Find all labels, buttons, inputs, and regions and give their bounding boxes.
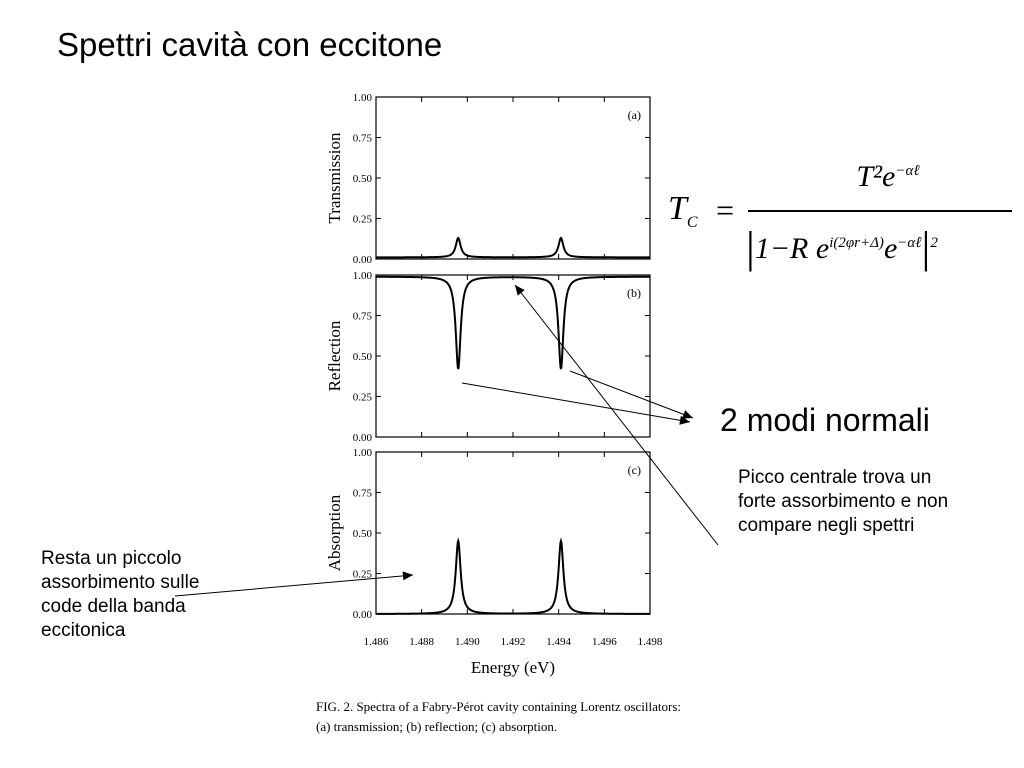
panel-frame-3: [376, 452, 650, 614]
y-tick-label: 0.50: [352, 173, 372, 185]
y-tick-label: 0.50: [352, 528, 372, 540]
x-tick-label: 1.494: [546, 636, 572, 648]
slide-title: Spettri cavità con eccitone: [57, 26, 443, 63]
panel-label-2: (b): [627, 286, 641, 300]
y-tick-label: 0.75: [352, 310, 372, 323]
formula-denominator: |1−R $e^{i(2\varphi r+\Delta)}e^{-\alpha\ell}|^2$: [746, 223, 938, 272]
arrow-mode-right: [570, 371, 693, 418]
formula-numerator: $T^2e^{-\alpha\ell}$: [856, 160, 920, 193]
note-central-peak: Picco centrale trova un forte assorbimento e non compare negli spettri: [738, 467, 949, 536]
note-normal-modes: 2 modi normali: [720, 402, 930, 438]
y-tick-label: 0.25: [352, 568, 372, 581]
arrow-absorption-tail-head: [403, 571, 413, 580]
panel-frame-2: [376, 275, 650, 437]
spectrum-curve-3: [376, 541, 650, 614]
y-tick-label: 0.00: [352, 609, 372, 621]
panel-label-1: (a): [627, 108, 641, 122]
y-tick-label: 1.00: [352, 447, 372, 459]
y-tick-label: 0.50: [352, 351, 372, 363]
panel-frame-1: [376, 97, 650, 259]
x-axis-label: Energy (eV): [470, 658, 556, 677]
y-tick-label: 0.25: [352, 391, 372, 404]
arrow-mode-right-head: [682, 410, 693, 418]
x-tick-label: 1.488: [409, 636, 435, 648]
arrow-central-peak-head: [515, 285, 525, 296]
formula-fraction-bar: [748, 210, 1012, 212]
panel-label-3: (c): [627, 463, 641, 477]
y-axis-label-2: Reflection: [325, 320, 344, 392]
figure-caption: FIG. 2. Spectra of a Fabry-Pérot cavity containing Lorentz oscillators: (a) transmission; (b) reflection; (c) absorption.: [316, 699, 681, 734]
x-tick-label: 1.490: [454, 636, 480, 648]
x-tick-label: 1.486: [363, 636, 389, 648]
note-absorption-tails: Resta un piccolo assorbimento sulle code della banda eccitonica: [41, 548, 200, 641]
y-tick-label: 1.00: [352, 270, 372, 282]
y-tick-label: 0.75: [352, 487, 372, 500]
y-axis-label-1: Transmission: [325, 132, 344, 224]
spectrum-curve-2: [376, 277, 650, 369]
y-axis-label-3: Absorption: [325, 494, 344, 572]
transmission-formula: [668, 160, 1018, 290]
y-tick-label: 0.00: [352, 432, 372, 444]
formula-equals: =: [716, 192, 735, 228]
x-tick-label: 1.498: [637, 636, 663, 648]
y-tick-label: 0.25: [352, 213, 372, 226]
y-tick-label: 0.00: [352, 254, 372, 266]
formula-lhs: $T_C$: [668, 190, 698, 231]
y-tick-label: 0.75: [352, 132, 372, 145]
arrow-absorption-tail: [175, 575, 413, 596]
arrow-mode-left: [462, 383, 690, 422]
x-tick-label: 1.496: [591, 636, 617, 648]
x-tick-label: 1.492: [500, 636, 526, 648]
y-tick-label: 1.00: [352, 92, 372, 104]
